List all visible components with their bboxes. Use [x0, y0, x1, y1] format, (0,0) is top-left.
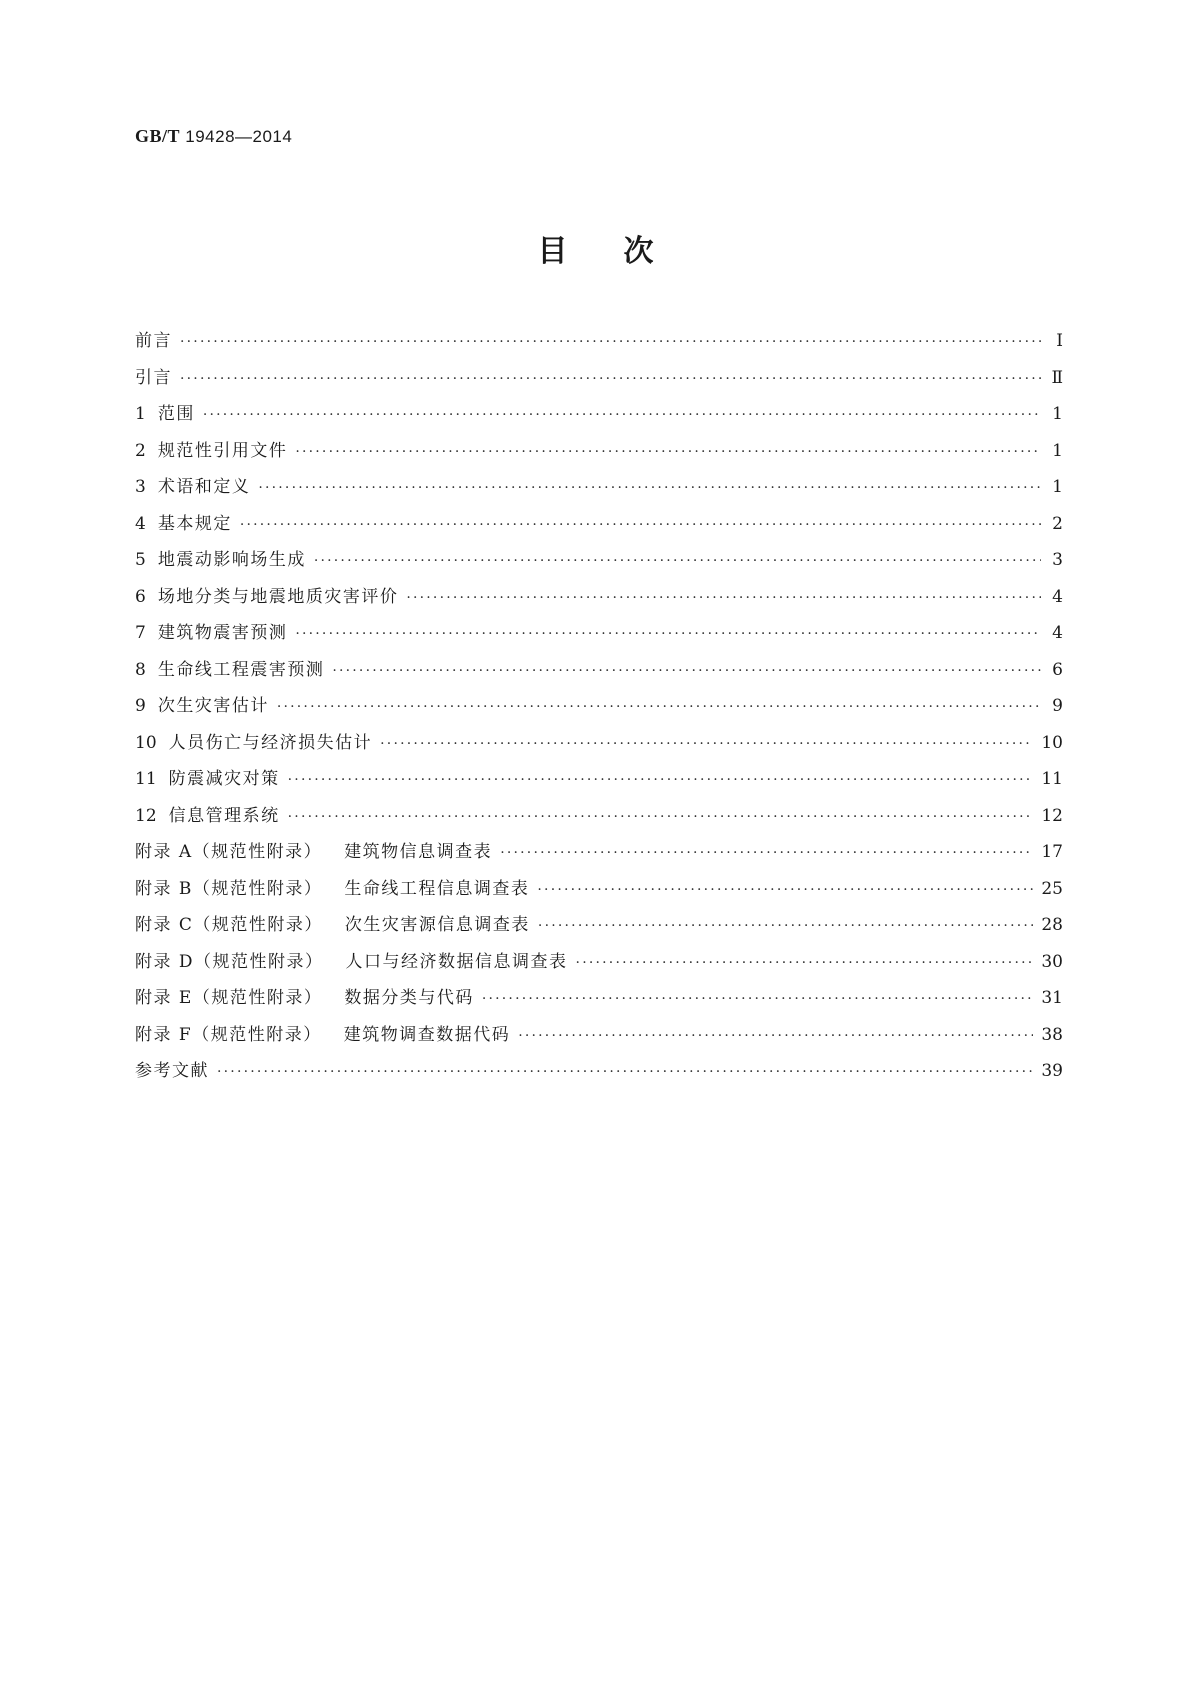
leader-dots: [537, 882, 1033, 898]
toc-entry-number: 4: [135, 513, 146, 534]
toc-entry-number: 7: [135, 623, 146, 643]
toc-entry-appendix-f[interactable]: [135, 1020, 1063, 1057]
toc-entry-section-7[interactable]: [135, 618, 1063, 655]
toc-entry-page: 6: [1052, 659, 1063, 680]
toc-entry-appendix-c[interactable]: [135, 910, 1063, 947]
toc-entry-section-9[interactable]: [135, 691, 1063, 728]
toc-entry-label: 基本规定: [157, 513, 232, 534]
toc-entry-page: 1: [1052, 477, 1063, 497]
toc-entry-introduction[interactable]: [135, 363, 1063, 400]
toc-entry-label: 参考文献: [135, 1061, 209, 1081]
toc-entry-number: 1: [135, 404, 146, 424]
toc-entry-page: 11: [1041, 769, 1063, 789]
toc-entry-page: 31: [1041, 988, 1063, 1008]
leader-dots: [538, 918, 1033, 934]
toc-entry-section-11[interactable]: [135, 764, 1063, 801]
leader-dots: [314, 553, 1041, 569]
toc-entry-label: 生命线工程震害预测: [157, 659, 325, 680]
toc-entry-label: 前言: [135, 331, 172, 351]
toc-entry-section-1[interactable]: [135, 399, 1063, 436]
toc-entry-page: 17: [1041, 842, 1063, 862]
toc-entry-page: 38: [1041, 1024, 1063, 1045]
toc-entry-page: 30: [1041, 951, 1063, 972]
toc-entry-foreword[interactable]: [135, 326, 1063, 363]
toc-entry-number: 12: [135, 805, 157, 826]
toc-entry-page: 1: [1052, 440, 1063, 461]
toc-entry-label: 人员伤亡与经济损失估计: [168, 732, 373, 753]
toc-entry-label: 范围: [157, 404, 195, 424]
toc-entry-label: 术语和定义: [157, 477, 251, 497]
toc-entry-page: 1: [1052, 404, 1063, 424]
leader-dots: [240, 517, 1041, 533]
toc-entry-number: 2: [135, 440, 146, 461]
toc-entry-page: 10: [1041, 732, 1063, 753]
toc-entry-section-3[interactable]: [135, 472, 1063, 509]
leader-dots: [295, 444, 1041, 460]
toc-entry-page: 3: [1052, 550, 1063, 570]
leader-dots: [380, 736, 1033, 752]
toc-entry-page: 4: [1052, 623, 1063, 643]
toc-entry-section-10[interactable]: [135, 728, 1063, 765]
appendix-tag: 附录 C（规范性附录）: [135, 915, 323, 935]
page-title: 目次: [537, 234, 710, 269]
toc-entry-label: 次生灾害估计: [157, 696, 269, 716]
leader-dots: [288, 809, 1034, 825]
toc-entry-number: 8: [135, 659, 146, 680]
toc-entry-page: 9: [1052, 696, 1063, 716]
toc-entry-label: 规范性引用文件: [157, 440, 288, 461]
toc-entry-label: 建筑物信息调查表: [344, 842, 493, 862]
leader-dots: [180, 371, 1041, 387]
toc-entry-page: Ⅰ: [1056, 331, 1063, 351]
standard-code: [135, 126, 292, 147]
toc-entry-number: 9: [135, 696, 146, 716]
leader-dots: [518, 1028, 1033, 1044]
appendix-tag: 附录 B（规范性附录）: [135, 878, 323, 899]
toc-entry-section-4[interactable]: [135, 509, 1063, 546]
leader-dots: [217, 1064, 1033, 1080]
leader-dots: [258, 480, 1041, 496]
toc-entry-label: 生命线工程信息调查表: [344, 878, 530, 899]
toc-entry-page: 12: [1041, 805, 1063, 826]
toc-entry-page: Ⅱ: [1051, 367, 1063, 388]
toc-entry-label: 引言: [135, 367, 172, 388]
toc-entry-page: 28: [1041, 915, 1063, 935]
leader-dots: [288, 772, 1034, 788]
toc-entry-section-2[interactable]: [135, 436, 1063, 473]
toc-entry-page: 4: [1052, 586, 1063, 607]
leader-dots: [576, 955, 1034, 971]
table-of-contents: [135, 326, 1063, 1093]
toc-entry-label: 人口与经济数据信息调查表: [345, 951, 568, 972]
standard-code-prefix: GB/T: [135, 126, 181, 146]
appendix-tag: 附录 E（规范性附录）: [135, 988, 323, 1008]
leader-dots: [332, 663, 1041, 679]
leader-dots: [406, 590, 1041, 606]
toc-entry-appendix-e[interactable]: [135, 983, 1063, 1020]
toc-entry-label: 数据分类与代码: [344, 988, 474, 1008]
toc-entry-section-8[interactable]: [135, 655, 1063, 692]
appendix-tag: 附录 F（规范性附录）: [135, 1024, 322, 1045]
leader-dots: [180, 334, 1041, 350]
toc-entry-label: 建筑物震害预测: [157, 623, 288, 643]
leader-dots: [203, 407, 1041, 423]
toc-entry-page: 2: [1052, 513, 1063, 534]
toc-entry-label: 次生灾害源信息调查表: [344, 915, 530, 935]
standard-code-number: 19428—2014: [185, 127, 293, 146]
toc-entry-label: 防震减灾对策: [168, 769, 280, 789]
toc-entry-number: 10: [135, 732, 157, 753]
toc-entry-label: 建筑物调查数据代码: [343, 1024, 511, 1045]
toc-entry-label: 场地分类与地震地质灾害评价: [157, 586, 399, 607]
toc-entry-appendix-d[interactable]: [135, 947, 1063, 984]
toc-entry-section-12[interactable]: [135, 801, 1063, 838]
leader-dots: [482, 991, 1034, 1007]
toc-entry-page: 39: [1041, 1061, 1063, 1081]
toc-entry-number: 6: [135, 586, 146, 607]
leader-dots: [295, 626, 1041, 642]
toc-entry-label: 地震动影响场生成: [157, 550, 306, 570]
toc-entry-label: 信息管理系统: [168, 805, 280, 826]
toc-entry-appendix-a[interactable]: [135, 837, 1063, 874]
toc-entry-number: 3: [135, 477, 146, 497]
toc-entry-references[interactable]: [135, 1056, 1063, 1093]
appendix-tag: 附录 A（规范性附录）: [135, 842, 323, 862]
appendix-tag: 附录 D（规范性附录）: [135, 951, 324, 972]
leader-dots: [277, 699, 1041, 715]
toc-entry-number: 11: [135, 769, 157, 789]
toc-entry-page: 25: [1041, 878, 1063, 899]
leader-dots: [500, 845, 1033, 861]
toc-entry-section-5[interactable]: [135, 545, 1063, 582]
toc-entry-section-6[interactable]: [135, 582, 1063, 619]
toc-entry-appendix-b[interactable]: [135, 874, 1063, 911]
toc-entry-number: 5: [135, 550, 146, 570]
